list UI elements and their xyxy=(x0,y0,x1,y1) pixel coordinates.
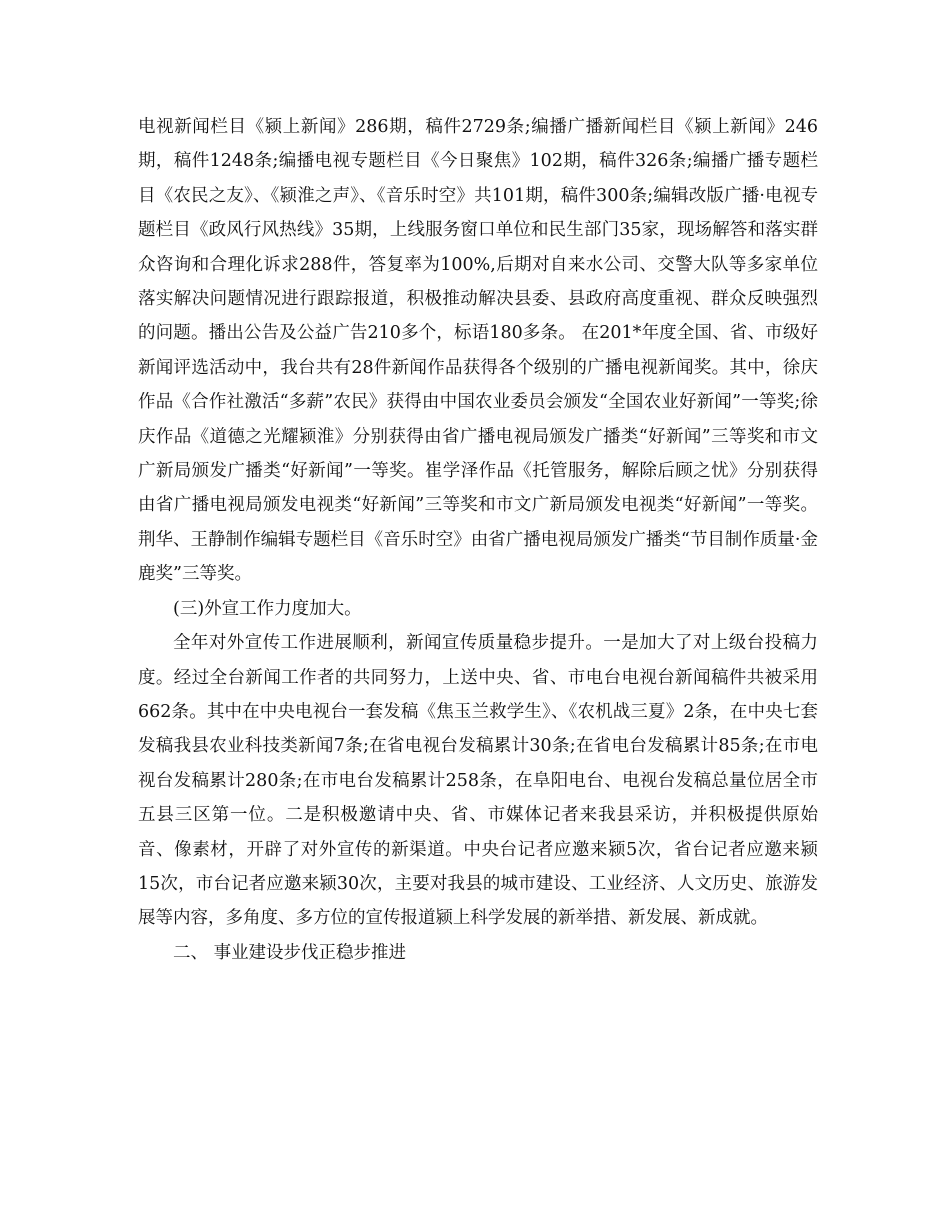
section-heading: 二、 事业建设步伐正稳步推进 xyxy=(173,942,407,963)
body-paragraph: 全年对外宣传工作进展顺利，新闻宣传质量稳步提升。一是加大了对上级台投稿力度。经过全台新闻工作者的共同努力，上送中央、省、市电台电视台新闻稿件共被采用662条。其中在中央电视台一套发稿《焦玉兰救学生》、《农机战三夏》2条，在中央七套发稿我县农业科技类新闻7条;在省电视台发稿累计30条;在省电台发稿累计85条;在市电视台发稿累计280条;在市电台发稿累计258条，在阜阳电台、电视台发稿总量位居全市五县三区第一位。二是积极邀请中央、省、市媒体记者来我县采访，并积极提供原始音、像素材，开辟了对外宣传的新渠道。中央台记者应邀来颍5次，省台记者应邀来颍15次，市台记者应邀来颍30次，主要对我县的城市建设、工业经济、人文历史、旅游发展等内容，多角度、多方位的宣传报道颍上科学发展的新举措、新发展、新成就。 xyxy=(138,633,818,929)
subsection-heading: (三)外宣工作力度加大。 xyxy=(173,598,362,619)
document-page xyxy=(138,110,818,970)
body-paragraph-continued: 电视新闻栏目《颍上新闻》286期，稿件2729条;编播广播新闻栏目《颍上新闻》246期，稿件1248条;编播电视专题栏目《今日聚焦》102期，稿件326条;编播广播专题栏目《农民之友》、《颍淮之声》、《音乐时空》共101期，稿件300条;编辑改版广播·电视专题栏目《政风行风热线》35期，上线服务窗口单位和民生部门35家，现场解答和落实群众咨询和合理化诉求288件，答复率为100%,后期对自来水公司、交警大队等多家单位落实解决问题情况进行跟踪报道，积极推动解决县委、县政府高度重视、群众反映强烈的问题。播出公告及公益广告210多个，标语180多条。 在201*年度全国、省、市级好新闻评选活动中，我台共有28件新闻作品获得各个级别的广播电视新闻奖。其中，徐庆作品《合作社激活“多薪”农民》获得由中国农业委员会颁发“全国农业好新闻”一等奖;徐庆作品《道德之光耀颍淮》分别获得由省广播电视局颁发广播类“好新闻”三等奖和市文广新局颁发广播类“好新闻”一等奖。崔学泽作品《托管服务，解除后顾之忧》分别获得由省广播电视局颁发电视类“好新闻”三等奖和市文广新局颁发电视类“好新闻”一等奖。荆华、王静制作编辑专题栏目《音乐时空》由省广播电视局颁发广播类“节目制作质量·金鹿奖”三等奖。 xyxy=(138,117,818,585)
